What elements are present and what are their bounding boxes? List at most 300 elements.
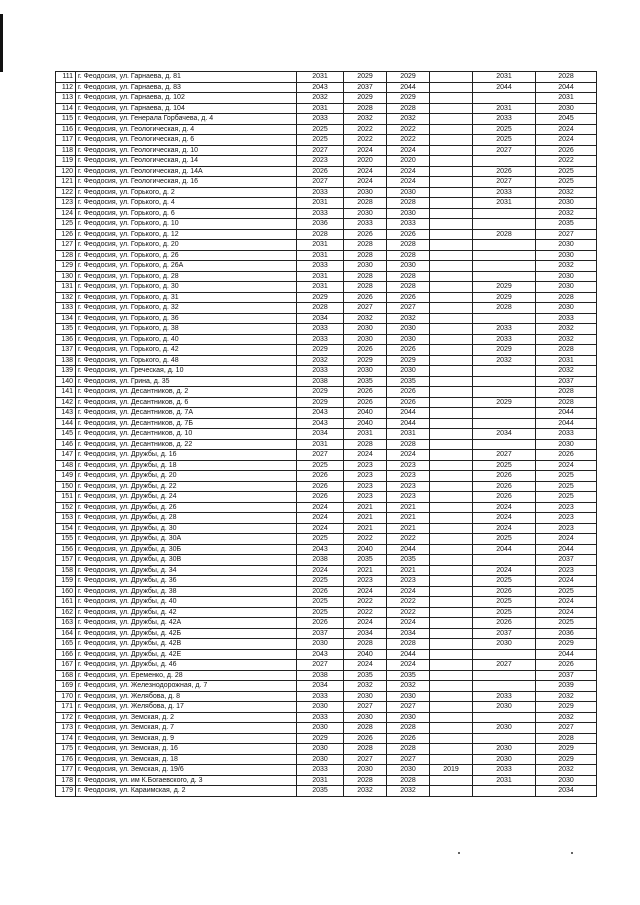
address-cell: г. Феодосия, ул. Десантников, д. 10 [76, 429, 297, 440]
address-cell: г. Феодосия, ул. Караимская, д. 2 [76, 786, 297, 797]
row-number: 127 [56, 240, 76, 251]
year-cell-1: 2025 [297, 460, 344, 471]
year-cell-4 [430, 460, 473, 471]
year-cell-6: 2032 [536, 208, 597, 219]
year-cell-2: 2022 [344, 597, 387, 608]
year-cell-3: 2030 [387, 261, 430, 272]
year-cell-3: 2024 [387, 586, 430, 597]
year-cell-6: 2025 [536, 481, 597, 492]
year-cell-4 [430, 93, 473, 104]
address-cell: г. Феодосия, ул. Железнодорожная, д. 7 [76, 681, 297, 692]
address-cell: г. Феодосия, ул. Горького, д. 38 [76, 324, 297, 335]
year-cell-2: 2026 [344, 345, 387, 356]
housing-register-sheet [55, 71, 597, 797]
year-cell-3: 2024 [387, 450, 430, 461]
year-cell-4: 2019 [430, 765, 473, 776]
year-cell-3: 2028 [387, 271, 430, 282]
year-cell-5: 2029 [473, 345, 536, 356]
year-cell-4 [430, 292, 473, 303]
year-cell-2: 2028 [344, 198, 387, 209]
year-cell-6: 2028 [536, 387, 597, 398]
year-cell-1: 2034 [297, 313, 344, 324]
year-cell-5 [473, 408, 536, 419]
year-cell-1: 2043 [297, 418, 344, 429]
year-cell-4 [430, 492, 473, 503]
row-number: 145 [56, 429, 76, 440]
year-cell-1: 2027 [297, 145, 344, 156]
address-cell: г. Феодосия, ул. Дружбы, д. 30Б [76, 544, 297, 555]
table-row [56, 450, 597, 461]
address-cell: г. Феодосия, ул. Дружбы, д. 36 [76, 576, 297, 587]
table-row [56, 166, 597, 177]
year-cell-2: 2026 [344, 229, 387, 240]
row-number: 126 [56, 229, 76, 240]
table-row [56, 576, 597, 587]
address-cell: г. Феодосия, ул. Генерала Горбачева, д. 4 [76, 114, 297, 125]
year-cell-1: 2025 [297, 576, 344, 587]
year-cell-6: 2033 [536, 313, 597, 324]
address-cell: г. Феодосия, ул. Дружбы, д. 30 [76, 523, 297, 534]
year-cell-1: 2026 [297, 586, 344, 597]
address-cell: г. Феодосия, ул. Дружбы, д. 38 [76, 586, 297, 597]
year-cell-3: 2024 [387, 660, 430, 671]
year-cell-1: 2029 [297, 733, 344, 744]
year-cell-3: 2024 [387, 177, 430, 188]
year-cell-2: 2029 [344, 72, 387, 83]
row-number: 129 [56, 261, 76, 272]
year-cell-6: 2030 [536, 250, 597, 261]
year-cell-2: 2024 [344, 145, 387, 156]
address-cell: г. Феодосия, ул. Десантников, д. 7Б [76, 418, 297, 429]
row-number: 168 [56, 670, 76, 681]
row-number: 170 [56, 691, 76, 702]
address-cell: г. Феодосия, ул. Гарнаева, д. 104 [76, 103, 297, 114]
year-cell-5: 2029 [473, 282, 536, 293]
row-number: 132 [56, 292, 76, 303]
address-cell: г. Феодосия, ул. Горького, д. 31 [76, 292, 297, 303]
year-cell-4 [430, 586, 473, 597]
address-cell: г. Феодосия, ул. Гарнаева, д. 81 [76, 72, 297, 83]
year-cell-6: 2035 [536, 219, 597, 230]
year-cell-1: 2030 [297, 744, 344, 755]
address-cell: г. Феодосия, ул. Горького, д. 10 [76, 219, 297, 230]
year-cell-3: 2026 [387, 292, 430, 303]
year-cell-1: 2033 [297, 712, 344, 723]
table-row [56, 618, 597, 629]
year-cell-6: 2033 [536, 429, 597, 440]
year-cell-3: 2028 [387, 250, 430, 261]
year-cell-6: 2026 [536, 145, 597, 156]
row-number: 172 [56, 712, 76, 723]
year-cell-3: 2030 [387, 712, 430, 723]
year-cell-3: 2024 [387, 145, 430, 156]
year-cell-5: 2024 [473, 565, 536, 576]
year-cell-6: 2025 [536, 166, 597, 177]
year-cell-6: 2024 [536, 576, 597, 587]
year-cell-6: 2031 [536, 93, 597, 104]
row-number: 173 [56, 723, 76, 734]
address-cell: г. Феодосия, ул. Дружбы, д. 20 [76, 471, 297, 482]
row-number: 161 [56, 597, 76, 608]
row-number: 111 [56, 72, 76, 83]
year-cell-1: 2026 [297, 492, 344, 503]
table-row [56, 408, 597, 419]
year-cell-6: 2044 [536, 408, 597, 419]
year-cell-6: 2032 [536, 324, 597, 335]
address-cell: г. Феодосия, ул. Греческая, д. 10 [76, 366, 297, 377]
row-number: 144 [56, 418, 76, 429]
row-number: 155 [56, 534, 76, 545]
row-number: 171 [56, 702, 76, 713]
year-cell-5: 2031 [473, 103, 536, 114]
year-cell-2: 2030 [344, 334, 387, 345]
year-cell-4 [430, 240, 473, 251]
row-number: 162 [56, 607, 76, 618]
year-cell-3: 2032 [387, 114, 430, 125]
year-cell-3: 2028 [387, 282, 430, 293]
year-cell-5 [473, 439, 536, 450]
row-number: 154 [56, 523, 76, 534]
year-cell-2: 2037 [344, 82, 387, 93]
table-row [56, 124, 597, 135]
year-cell-3: 2044 [387, 82, 430, 93]
scan-speck [571, 852, 573, 854]
year-cell-1: 2033 [297, 334, 344, 345]
year-cell-1: 2029 [297, 387, 344, 398]
table-row [56, 523, 597, 534]
year-cell-6: 2023 [536, 502, 597, 513]
year-cell-6: 2024 [536, 124, 597, 135]
year-cell-1: 2029 [297, 292, 344, 303]
table-row [56, 303, 597, 314]
year-cell-6: 2032 [536, 334, 597, 345]
table-row [56, 72, 597, 83]
year-cell-5: 2044 [473, 82, 536, 93]
year-cell-2: 2030 [344, 712, 387, 723]
year-cell-3: 2023 [387, 492, 430, 503]
year-cell-5: 2044 [473, 544, 536, 555]
year-cell-5 [473, 261, 536, 272]
row-number: 124 [56, 208, 76, 219]
year-cell-2: 2032 [344, 114, 387, 125]
table-row [56, 240, 597, 251]
year-cell-6: 2028 [536, 345, 597, 356]
year-cell-1: 2025 [297, 607, 344, 618]
year-cell-4 [430, 502, 473, 513]
year-cell-4 [430, 754, 473, 765]
address-cell: г. Феодосия, ул. Дружбы, д. 26 [76, 502, 297, 513]
year-cell-5 [473, 93, 536, 104]
table-row [56, 345, 597, 356]
year-cell-1: 2043 [297, 408, 344, 419]
table-row [56, 471, 597, 482]
year-cell-5: 2025 [473, 597, 536, 608]
year-cell-4 [430, 523, 473, 534]
year-cell-5: 2030 [473, 702, 536, 713]
year-cell-5 [473, 366, 536, 377]
year-cell-4 [430, 198, 473, 209]
year-cell-4 [430, 156, 473, 167]
table-row [56, 744, 597, 755]
year-cell-3: 2032 [387, 681, 430, 692]
table-row [56, 649, 597, 660]
year-cell-3: 2022 [387, 534, 430, 545]
address-cell: г. Феодосия, ул. Земская, д. 7 [76, 723, 297, 734]
table-row [56, 691, 597, 702]
year-cell-2: 2027 [344, 702, 387, 713]
year-cell-6: 2025 [536, 177, 597, 188]
year-cell-2: 2022 [344, 607, 387, 618]
year-cell-3: 2026 [387, 733, 430, 744]
year-cell-6: 2025 [536, 586, 597, 597]
row-number: 149 [56, 471, 76, 482]
row-number: 146 [56, 439, 76, 450]
year-cell-6: 2032 [536, 765, 597, 776]
year-cell-1: 2032 [297, 93, 344, 104]
year-cell-5: 2031 [473, 775, 536, 786]
year-cell-1: 2031 [297, 282, 344, 293]
year-cell-3: 2022 [387, 597, 430, 608]
year-cell-3: 2030 [387, 691, 430, 702]
address-cell: г. Феодосия, ул. Дружбы, д. 40 [76, 597, 297, 608]
year-cell-6: 2032 [536, 366, 597, 377]
address-cell: г. Феодосия, ул. Дружбы, д. 18 [76, 460, 297, 471]
table-row [56, 114, 597, 125]
year-cell-1: 2027 [297, 660, 344, 671]
year-cell-5 [473, 156, 536, 167]
year-cell-2: 2022 [344, 124, 387, 135]
table-row [56, 712, 597, 723]
year-cell-2: 2032 [344, 313, 387, 324]
year-cell-4 [430, 639, 473, 650]
row-number: 116 [56, 124, 76, 135]
table-row [56, 376, 597, 387]
table-row [56, 607, 597, 618]
year-cell-3: 2021 [387, 565, 430, 576]
table-row [56, 219, 597, 230]
year-cell-2: 2021 [344, 523, 387, 534]
address-cell: г. Феодосия, ул. Дружбы, д. 42Б [76, 628, 297, 639]
address-cell: г. Феодосия, ул. Дружбы, д. 46 [76, 660, 297, 671]
year-cell-6: 2028 [536, 397, 597, 408]
address-cell: г. Феодосия, ул. Геологическая, д. 10 [76, 145, 297, 156]
year-cell-3: 2030 [387, 366, 430, 377]
year-cell-4 [430, 72, 473, 83]
year-cell-4 [430, 513, 473, 524]
year-cell-4 [430, 250, 473, 261]
year-cell-4 [430, 124, 473, 135]
year-cell-3: 2027 [387, 702, 430, 713]
year-cell-5 [473, 208, 536, 219]
year-cell-3: 2044 [387, 418, 430, 429]
year-cell-3: 2044 [387, 649, 430, 660]
year-cell-1: 2036 [297, 219, 344, 230]
year-cell-1: 2023 [297, 156, 344, 167]
year-cell-4 [430, 261, 473, 272]
year-cell-2: 2026 [344, 387, 387, 398]
row-number: 120 [56, 166, 76, 177]
year-cell-1: 2025 [297, 534, 344, 545]
year-cell-1: 2034 [297, 429, 344, 440]
row-number: 159 [56, 576, 76, 587]
address-cell: г. Феодосия, ул. им К.Богаевского, д. 3 [76, 775, 297, 786]
year-cell-3: 2027 [387, 754, 430, 765]
year-cell-3: 2044 [387, 544, 430, 555]
year-cell-5 [473, 733, 536, 744]
address-cell: г. Феодосия, ул. Дружбы, д. 16 [76, 450, 297, 461]
scan-speck [458, 852, 460, 854]
year-cell-2: 2035 [344, 376, 387, 387]
year-cell-2: 2027 [344, 303, 387, 314]
year-cell-4 [430, 723, 473, 734]
year-cell-1: 2026 [297, 481, 344, 492]
year-cell-4 [430, 145, 473, 156]
address-cell: г. Феодосия, ул. Гарнаева, д. 83 [76, 82, 297, 93]
year-cell-5: 2025 [473, 576, 536, 587]
year-cell-2: 2028 [344, 282, 387, 293]
row-number: 128 [56, 250, 76, 261]
year-cell-5 [473, 376, 536, 387]
year-cell-2: 2028 [344, 103, 387, 114]
year-cell-4 [430, 229, 473, 240]
year-cell-5: 2033 [473, 691, 536, 702]
address-cell: г. Феодосия, ул. Горького, д. 36 [76, 313, 297, 324]
address-cell: г. Феодосия, ул. Дружбы, д. 22 [76, 481, 297, 492]
table-row [56, 775, 597, 786]
year-cell-6: 2037 [536, 670, 597, 681]
year-cell-5: 2024 [473, 502, 536, 513]
year-cell-4 [430, 786, 473, 797]
row-number: 147 [56, 450, 76, 461]
table-row [56, 93, 597, 104]
year-cell-3: 2035 [387, 670, 430, 681]
address-cell: г. Феодосия, ул. Десантников, д. 22 [76, 439, 297, 450]
year-cell-6: 2044 [536, 544, 597, 555]
year-cell-2: 2030 [344, 765, 387, 776]
row-number: 164 [56, 628, 76, 639]
year-cell-2: 2021 [344, 565, 387, 576]
year-cell-5 [473, 786, 536, 797]
address-cell: г. Феодосия, ул. Земская, д. 18 [76, 754, 297, 765]
row-number: 119 [56, 156, 76, 167]
address-cell: г. Феодосия, ул. Дружбы, д. 24 [76, 492, 297, 503]
row-number: 160 [56, 586, 76, 597]
year-cell-2: 2026 [344, 733, 387, 744]
table-row [56, 597, 597, 608]
address-cell: г. Феодосия, ул. Горького, д. 2 [76, 187, 297, 198]
year-cell-3: 2022 [387, 607, 430, 618]
table-row [56, 282, 597, 293]
year-cell-4 [430, 544, 473, 555]
year-cell-2: 2024 [344, 177, 387, 188]
year-cell-3: 2027 [387, 303, 430, 314]
year-cell-2: 2035 [344, 555, 387, 566]
year-cell-3: 2030 [387, 208, 430, 219]
year-cell-2: 2030 [344, 324, 387, 335]
year-cell-3: 2028 [387, 198, 430, 209]
year-cell-6: 2030 [536, 271, 597, 282]
year-cell-6: 2026 [536, 450, 597, 461]
year-cell-4 [430, 660, 473, 671]
year-cell-5: 2026 [473, 166, 536, 177]
year-cell-5 [473, 313, 536, 324]
address-cell: г. Феодосия, ул. Дружбы, д. 42 [76, 607, 297, 618]
year-cell-6: 2025 [536, 618, 597, 629]
year-cell-1: 2024 [297, 523, 344, 534]
year-cell-2: 2030 [344, 366, 387, 377]
year-cell-1: 2038 [297, 555, 344, 566]
row-number: 157 [56, 555, 76, 566]
address-cell: г. Феодосия, ул. Горького, д. 28 [76, 271, 297, 282]
address-cell: г. Феодосия, ул. Горького, д. 42 [76, 345, 297, 356]
year-cell-1: 2034 [297, 681, 344, 692]
year-cell-4 [430, 313, 473, 324]
year-cell-1: 2038 [297, 376, 344, 387]
year-cell-4 [430, 439, 473, 450]
row-number: 152 [56, 502, 76, 513]
year-cell-4 [430, 334, 473, 345]
year-cell-6: 2030 [536, 303, 597, 314]
year-cell-2: 2024 [344, 586, 387, 597]
year-cell-2: 2023 [344, 481, 387, 492]
year-cell-4 [430, 744, 473, 755]
year-cell-1: 2038 [297, 670, 344, 681]
year-cell-2: 2023 [344, 576, 387, 587]
year-cell-6: 2027 [536, 723, 597, 734]
year-cell-2: 2040 [344, 408, 387, 419]
year-cell-3: 2023 [387, 471, 430, 482]
address-cell: г. Феодосия, ул. Грина, д. 35 [76, 376, 297, 387]
year-cell-6: 2030 [536, 103, 597, 114]
year-cell-5 [473, 418, 536, 429]
row-number: 141 [56, 387, 76, 398]
year-cell-3: 2028 [387, 723, 430, 734]
year-cell-4 [430, 691, 473, 702]
table-row [56, 187, 597, 198]
year-cell-5: 2029 [473, 292, 536, 303]
year-cell-1: 2024 [297, 513, 344, 524]
year-cell-1: 2029 [297, 345, 344, 356]
year-cell-6: 2024 [536, 135, 597, 146]
year-cell-6: 2034 [536, 786, 597, 797]
address-cell: г. Феодосия, ул. Желябова, д. 17 [76, 702, 297, 713]
year-cell-6: 2027 [536, 229, 597, 240]
year-cell-5: 2027 [473, 177, 536, 188]
year-cell-4 [430, 376, 473, 387]
year-cell-2: 2028 [344, 250, 387, 261]
year-cell-6: 2031 [536, 355, 597, 366]
address-cell: г. Феодосия, ул. Горького, д. 32 [76, 303, 297, 314]
row-number: 148 [56, 460, 76, 471]
table-row [56, 292, 597, 303]
year-cell-1: 2043 [297, 544, 344, 555]
year-cell-4 [430, 408, 473, 419]
year-cell-6: 2025 [536, 492, 597, 503]
year-cell-2: 2032 [344, 681, 387, 692]
year-cell-1: 2025 [297, 597, 344, 608]
year-cell-4 [430, 397, 473, 408]
year-cell-6: 2029 [536, 744, 597, 755]
table-row [56, 229, 597, 240]
year-cell-2: 2030 [344, 691, 387, 702]
year-cell-4 [430, 303, 473, 314]
year-cell-2: 2028 [344, 639, 387, 650]
year-cell-5 [473, 555, 536, 566]
year-cell-2: 2035 [344, 670, 387, 681]
year-cell-3: 2026 [387, 387, 430, 398]
year-cell-3: 2026 [387, 345, 430, 356]
year-cell-1: 2027 [297, 450, 344, 461]
